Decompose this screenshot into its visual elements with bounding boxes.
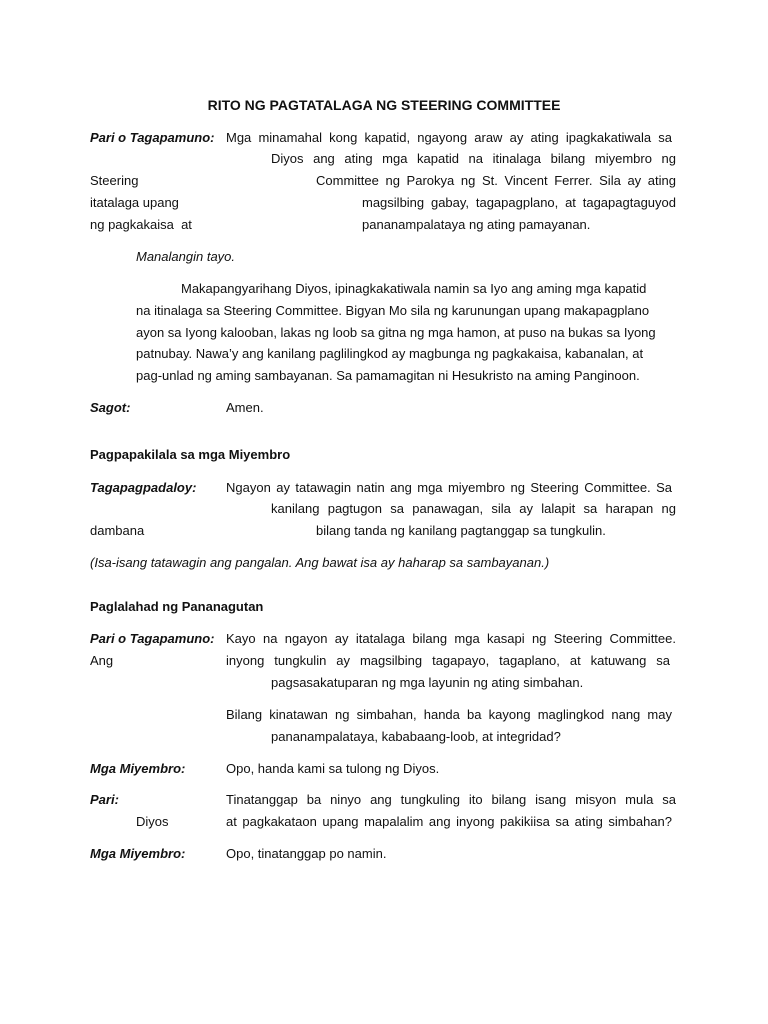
prayer-line: patnubay. Nawa’y ang kanilang paglilingkod ay magbunga ng pagkakaisa, kabanalan, at	[136, 346, 644, 361]
line-fragment: itatalaga upang	[90, 195, 179, 210]
speaker-label: Mga Miyembro:	[90, 761, 186, 776]
dialogue-line: pananampalataya ng ating pamayanan.	[362, 217, 591, 232]
dialogue-line: Kayo na ngayon ay itatalaga bilang mga kasapi ng Steering Committee.	[226, 631, 676, 646]
speaker-label: Tagapagpadaloy:	[90, 480, 197, 495]
speaker-label: Pari o Tagapamuno:	[90, 130, 215, 145]
dialogue-line: Diyos ang ating mga kapatid na itinalaga bilang miyembro ng	[271, 151, 676, 166]
line-fragment: ng pagkakaisa at	[90, 217, 192, 232]
dialogue-line: pagsasakatuparan ng mga layunin ng ating simbahan.	[271, 675, 584, 690]
dialogue-line: Tinatanggap ba ninyo ang tungkuling ito bilang isang misyon mula sa	[226, 792, 676, 807]
dialogue-line: Committee ng Parokya ng St. Vincent Ferrer. Sila ay ating	[316, 173, 676, 188]
dialogue-line: pananampalataya, kababaang-loob, at integridad?	[271, 729, 561, 744]
speaker-label: Sagot:	[90, 400, 131, 415]
prayer-line: na itinalaga sa Steering Committee. Bigyan Mo sila ng karunungan upang makapagplano	[136, 303, 650, 318]
dialogue-line: inyong tungkulin ay magsilbing tagapayo, tagaplano, at katuwang sa	[226, 653, 670, 668]
dialogue-line: Bilang kinatawan ng simbahan, handa ba kayong maglingkod nang may	[226, 707, 672, 722]
document-title: RITO NG PAGTATALAGA NG STEERING COMMITTEE	[207, 97, 561, 113]
dialogue-line: magsilbing gabay, tagapagplano, at tagapagtaguyod	[362, 195, 676, 210]
section-heading: Pagpapakilala sa mga Miyembro	[90, 447, 291, 462]
prayer-invitation: Manalangin tayo.	[136, 249, 236, 264]
response-text: Opo, handa kami sa tulong ng Diyos.	[226, 761, 440, 776]
dialogue-line: Mga minamahal kong kapatid, ngayong araw ay ating ipagkakatiwala sa	[226, 130, 672, 145]
speaker-label: Pari o Tagapamuno:	[90, 631, 215, 646]
prayer-line: ayon sa Iyong kalooban, lakas ng loob sa gitna ng mga hamon, at puso na bukas sa Iyong	[136, 325, 656, 340]
prayer-line: Makapangyarihang Diyos, ipinagkakatiwala namin sa Iyo ang aming mga kapatid	[181, 281, 647, 296]
speaker-label: Mga Miyembro:	[90, 846, 186, 861]
section-heading: Paglalahad ng Pananagutan	[90, 599, 264, 614]
line-fragment: Steering	[90, 173, 139, 188]
response-text: Opo, tinatanggap po namin.	[226, 846, 387, 861]
dialogue-line: kanilang pagtugon sa panawagan, sila ay lalapit sa harapan ng	[271, 501, 676, 516]
line-fragment: Diyos	[136, 814, 169, 829]
line-fragment: dambana	[90, 523, 145, 538]
rubric-note: (Isa-isang tatawagin ang pangalan. Ang bawat isa ay haharap sa sambayanan.)	[90, 555, 550, 570]
dialogue-line: Ngayon ay tatawagin natin ang mga miyembro ng Steering Committee. Sa	[226, 480, 672, 495]
dialogue-line: at pagkakataon upang mapalalim ang inyong pakikiisa sa ating simbahan?	[226, 814, 672, 829]
prayer-line: pag-unlad ng aming sambayanan. Sa pamamagitan ni Hesukristo na aming Panginoon.	[136, 368, 640, 383]
response-text: Amen.	[226, 400, 264, 415]
dialogue-line: bilang tanda ng kanilang pagtanggap sa tungkulin.	[316, 523, 606, 538]
speaker-label: Pari:	[90, 792, 119, 807]
line-fragment: Ang	[90, 653, 114, 668]
